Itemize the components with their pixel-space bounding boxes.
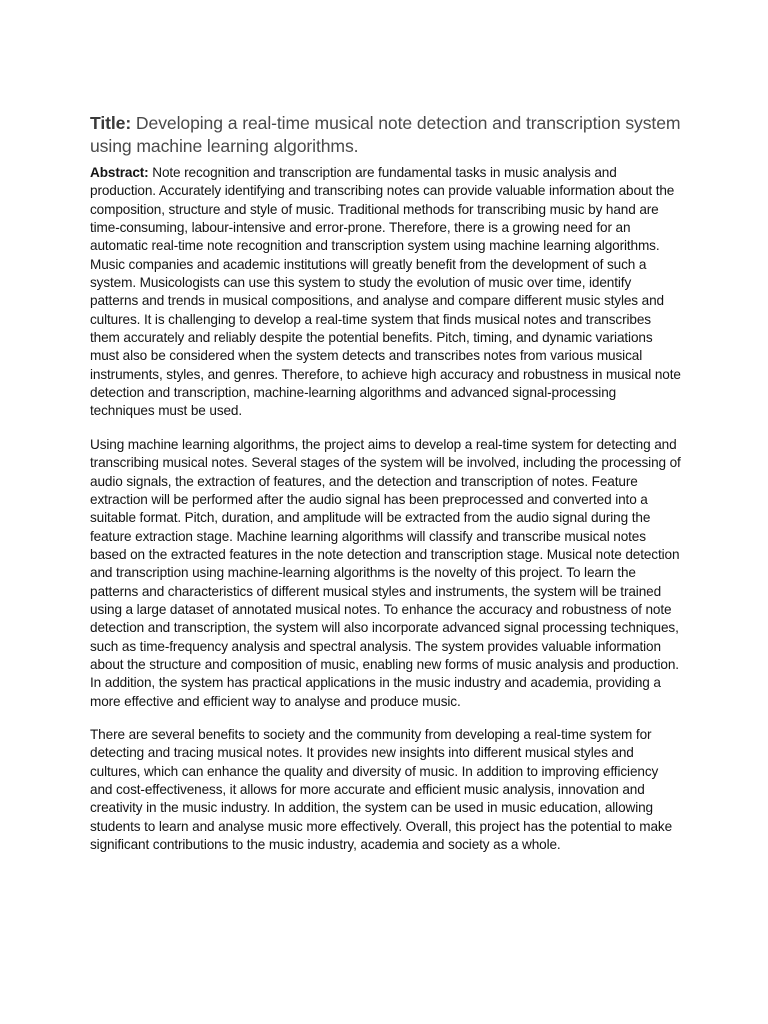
body-paragraph-1: Using machine learning algorithms, the project aims to develop a real-time system for detecting and transcribing musical notes. Several stages of the system will be involved, including the processing of audio signals, the extraction of features, and the detection and transcription of notes. Feature extraction will be performed after the audio signal has been preprocessed and converted into a suitable format. Pitch, duration, and amplitude will be extracted from the audio signal during the feature extraction stage. Machine learning algorithms will classify and transcribe musical notes based on the extracted features in the note detection and transcription stage. Musical note detection and transcription using machine-learning algorithms is the novelty of this project. To learn the patterns and characteristics of different musical styles and instruments, the system will be trained using a large dataset of annotated musical notes. To enhance the accuracy and robustness of note detection and transcription, the system will also incorporate advanced signal processing techniques, such as time-frequency analysis and spectral analysis. The system provides valuable information about the structure and composition of music, enabling new forms of music analysis and production. In addition, the system has practical applications in the music industry and academia, providing a more effective and efficient way to analyse and produce music. [90,436,681,709]
title-text: Developing a real-time musical note detection and transcription system using machine learning algorithms. [90,113,681,156]
document-title [90,112,682,158]
document-page [90,112,682,854]
abstract-text: Note recognition and transcription are fundamental tasks in music analysis and production. Accurately identifying and transcribing notes can provide valuable information about the composition, structure and style of music. Traditional methods for transcribing music by hand are time-consuming, labour-intensive and error-prone. Therefore, there is a growing need for an automatic real-time note recognition and transcription system using machine learning algorithms. Music companies and academic institutions will greatly benefit from the development of such a system. Musicologists can use this system to study the evolution of music over time, identify patterns and trends in musical compositions, and analyse and compare different music styles and cultures. It is challenging to develop a real-time system that finds musical notes and transcribes them accurately and reliably despite the potential benefits. Pitch, timing, and dynamic variations must also be considered when the system detects and transcribes notes from various musical instruments, styles, and genres. Therefore, to achieve high accuracy and robustness in musical note detection and transcription, machine-learning algorithms and advanced signal-processing techniques must be used. [90,165,681,419]
body-paragraph-2: There are several benefits to society and the community from developing a real-time system for detecting and tracing musical notes. It provides new insights into different musical styles and cultures, which can enhance the quality and diversity of music. In addition to improving efficiency and cost-effectiveness, it allows for more accurate and efficient music analysis, innovation and creativity in the music industry. In addition, the system can be used in music education, allowing students to learn and analyse music more effectively. Overall, this project has the potential to make significant contributions to the music industry, academia and society as a whole. [90,726,673,853]
abstract-label: Abstract: [90,165,149,180]
title-label: Title: [90,113,132,133]
abstract-paragraph [90,164,682,421]
